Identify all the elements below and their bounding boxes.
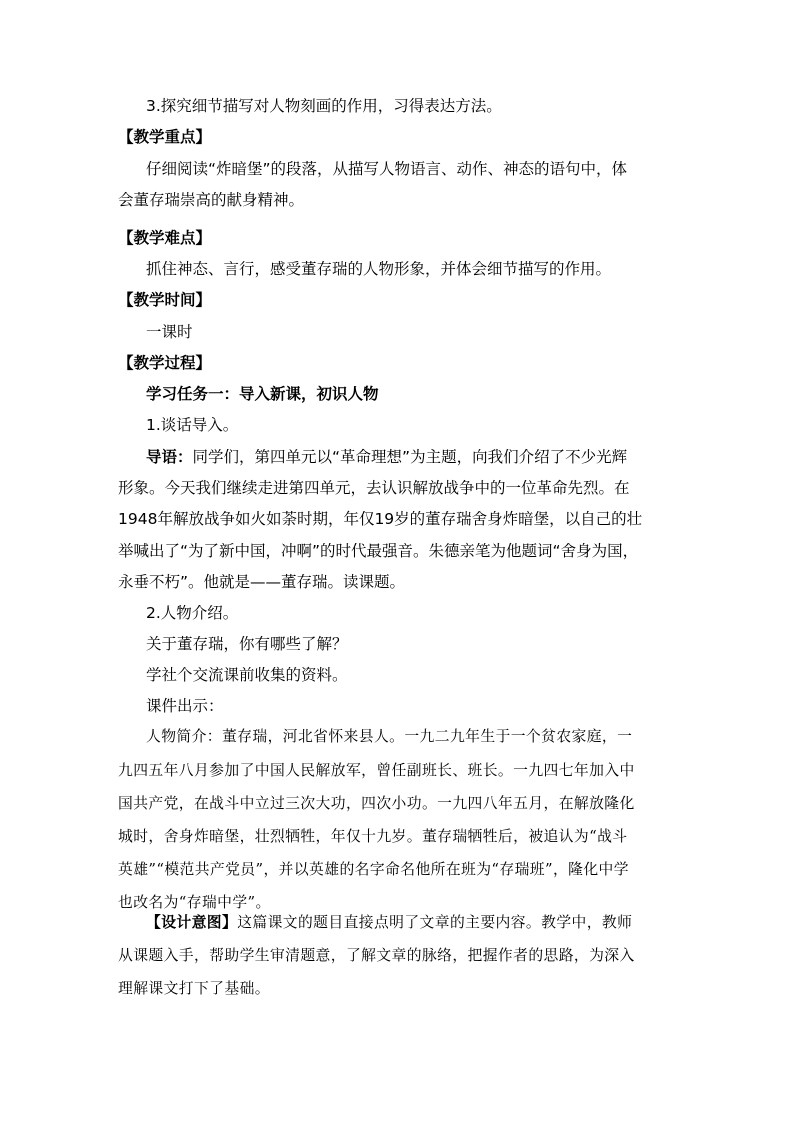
time-value: 一课时 [146, 323, 193, 341]
intent-line-1: 【设计意图】这篇课文的题目直接点明了文章的主要内容。教学中，教师 [146, 914, 633, 931]
time-heading: 【教学时间】 [118, 291, 212, 309]
difficult-points-line-1: 抓住神态、言行，感受董存瑞的人物形象，并体会细节描写的作用。 [146, 260, 612, 278]
intent-line-2: 从课题入手，帮助学生审清题意，了解文章的脉络，把握作者的思路，为深入 [118, 947, 635, 964]
guide-line-4: 举喊出了“为了新中国，冲啊”的时代最强音。朱德亲笔为他题词“舍身为国， [118, 542, 639, 560]
intent-label: 【设计意图】 [146, 914, 238, 931]
intent-line-3: 理解课文打下了基础。 [118, 980, 270, 997]
key-points-line-1: 仔细阅读“炸暗堡”的段落，从描写人物语言、动作、神态的语句中，体 [146, 160, 628, 178]
bio-line-6: 也改名为“存瑞中学”。 [118, 894, 271, 911]
guide-line-3: 1948年解放战争如火如荼时期，年仅19岁的董存瑞舍身炸暗堡，以自己的壮 [118, 510, 643, 528]
bio-line-2: 九四五年八月参加了中国人民解放军，曾任副班长、班长。一九四七年加入中 [118, 762, 635, 779]
guide-line-5: 永垂不朽”。他就是——董存瑞。读课题。 [118, 573, 406, 591]
bio-line-1: 人物简介：董存瑞，河北省怀来县人。一九二九年生于一个贫农家庭，一 [146, 728, 633, 745]
bio-line-3: 国共产党，在战斗中立过三次大功，四次小功。一九四八年五月，在解放隆化 [118, 795, 635, 812]
question-1: 关于董存瑞，你有哪些了解？ [146, 635, 348, 653]
guide-line-1: 导语：同学们，第四单元以“革命理想”为主题，向我们介绍了不少光辉 [146, 448, 628, 466]
process-heading: 【教学过程】 [118, 354, 212, 372]
step-2: 2.人物介绍。 [146, 604, 239, 622]
key-points-line-2: 会董存瑞崇高的献身精神。 [118, 191, 305, 209]
guide-line-2: 形象。今天我们继续走进第四单元，去认识解放战争中的一位革命先烈。在 [118, 479, 630, 497]
key-points-heading: 【教学重点】 [118, 128, 212, 146]
courseware-label: 课件出示： [146, 697, 224, 715]
bio-line-5: 英雄”“模范共产党员”，并以英雄的名字命名他所在班为“存瑞班”，隆化中学 [118, 861, 629, 878]
guide-label: 导语： [146, 448, 193, 466]
step-1: 1.谈话导入。 [146, 416, 239, 434]
question-2: 学社个交流课前收集的资料。 [146, 666, 348, 684]
bio-line-4: 城时，舍身炸暗堡，壮烈牺牲，年仅十九岁。董存瑞牺牲后，被追认为“战斗 [118, 828, 628, 845]
objective-3: 3.探究细节描写对人物刻画的作用，习得表达方法。 [146, 97, 502, 115]
difficult-points-heading: 【教学难点】 [118, 229, 212, 247]
task-1-title: 学习任务一：导入新课，初识人物 [146, 385, 379, 403]
